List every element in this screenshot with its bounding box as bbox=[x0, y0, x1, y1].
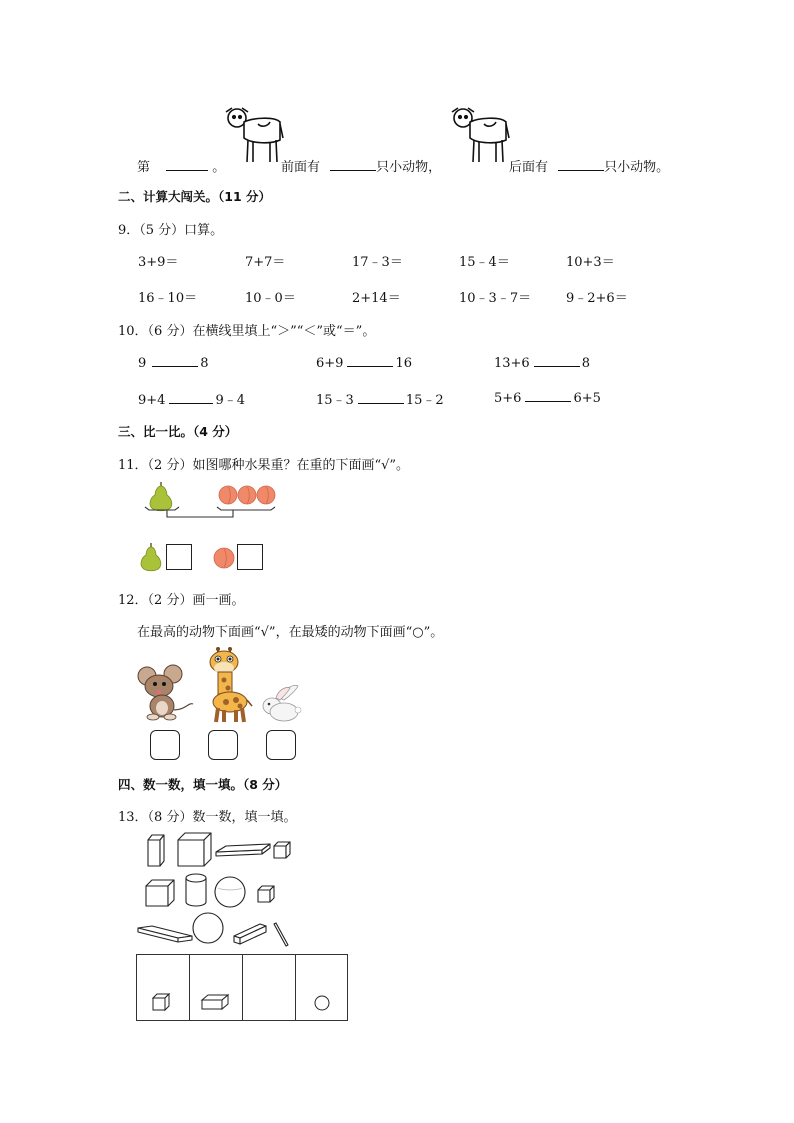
giraffe-icon bbox=[204, 648, 254, 724]
thin-cylinder-icon bbox=[274, 923, 288, 946]
q13-title: 13．（8 分）数一数，填一填。 bbox=[118, 810, 297, 825]
peach-answer-box[interactable] bbox=[237, 544, 263, 570]
pear-small-icon bbox=[139, 542, 163, 572]
q10-blank-1[interactable] bbox=[152, 354, 198, 367]
rabbit-icon bbox=[258, 684, 302, 722]
pear-icon bbox=[150, 482, 172, 511]
q8-blank-3[interactable] bbox=[558, 158, 604, 171]
peach-icon-1 bbox=[219, 486, 237, 504]
q11-title: 11．（2 分）如图哪种水果重？在重的下面画“√”。 bbox=[118, 458, 410, 473]
q9-r1-5: 10+3＝ bbox=[566, 255, 615, 270]
q10-item-3: 13+6 8 bbox=[494, 356, 590, 371]
mouse-icon bbox=[137, 664, 195, 720]
table-cell-sphere[interactable] bbox=[296, 955, 348, 1020]
q9-title: 9．（5 分）口算。 bbox=[118, 223, 224, 238]
q9-r2-2: 10﹣0＝ bbox=[245, 291, 296, 306]
medium-cube-icon bbox=[146, 880, 174, 906]
sphere-icon bbox=[215, 877, 245, 907]
q8-text-back: 后面有 只小动物。 bbox=[509, 160, 670, 175]
q12-instruction: 在最高的动物下面画“√”，在最矮的动物下面画“○”。 bbox=[137, 625, 444, 640]
balance-scale-illustration bbox=[143, 480, 278, 522]
table-cell-cylinder[interactable] bbox=[243, 955, 295, 1020]
q9-r1-3: 17﹣3＝ bbox=[352, 255, 403, 270]
section2-heading: 二、计算大闯关。（11 分） bbox=[118, 189, 271, 204]
rabbit-answer-box[interactable] bbox=[266, 730, 296, 760]
q10-item-1: 9 8 bbox=[138, 356, 209, 371]
q10-item-4: 9+4 9﹣4 bbox=[138, 393, 245, 408]
q12-title: 12．（2 分）画一画。 bbox=[118, 593, 245, 608]
large-cube-icon bbox=[178, 833, 211, 866]
giraffe-answer-box[interactable] bbox=[208, 730, 238, 760]
tiny-cube-icon bbox=[258, 886, 274, 902]
long-plank-icon bbox=[138, 926, 192, 942]
section3-heading: 三、比一比。（4 分） bbox=[118, 424, 238, 439]
slanted-cuboid-icon bbox=[234, 924, 266, 944]
pear-answer-box[interactable] bbox=[166, 544, 192, 570]
q8-line bbox=[137, 156, 225, 175]
tall-cuboid-icon bbox=[148, 835, 164, 866]
q10-blank-4[interactable] bbox=[169, 391, 213, 404]
q8-text-front: 前面有 只小动物， bbox=[281, 160, 442, 175]
q10-blank-6[interactable] bbox=[525, 389, 571, 402]
cylinder-icon bbox=[186, 874, 206, 906]
q9-r2-3: 2+14＝ bbox=[352, 291, 401, 306]
q10-blank-2[interactable] bbox=[347, 354, 393, 367]
q8-blank-2[interactable] bbox=[330, 158, 376, 171]
q8-text-1: 第 bbox=[137, 160, 151, 175]
q10-item-2: 6+9 16 bbox=[316, 356, 412, 371]
small-cube-icon bbox=[274, 842, 290, 858]
q10-item-5: 15﹣3 15﹣2 bbox=[316, 393, 444, 408]
q9-r1-4: 15﹣4＝ bbox=[459, 255, 510, 270]
table-cell-cuboid[interactable] bbox=[190, 955, 242, 1020]
table-cell-cube[interactable] bbox=[137, 955, 189, 1020]
q9-r2-1: 16﹣10＝ bbox=[138, 291, 198, 306]
q8-blank-1[interactable] bbox=[166, 158, 208, 171]
section4-heading: 四、数一数，填一填。（8 分） bbox=[118, 777, 288, 792]
q10-title: 10．（6 分）在横线里填上“＞”“＜”或“＝”。 bbox=[118, 324, 376, 339]
q9-r2-4: 10﹣3﹣7＝ bbox=[459, 291, 532, 306]
large-sphere-icon bbox=[193, 913, 223, 943]
cow-icon-1 bbox=[222, 104, 284, 168]
q10-blank-3[interactable] bbox=[534, 354, 580, 367]
q9-r1-1: 3+9＝ bbox=[138, 255, 179, 270]
q8-text-2: 。 bbox=[212, 160, 226, 175]
peach-small-icon bbox=[212, 546, 236, 570]
flat-cuboid-icon bbox=[216, 844, 270, 856]
q10-item-6: 5+6 6+5 bbox=[494, 391, 601, 406]
peach-icon-2 bbox=[238, 486, 256, 504]
q10-blank-5[interactable] bbox=[358, 391, 404, 404]
q9-r1-2: 7+7＝ bbox=[245, 255, 286, 270]
peach-icon-3 bbox=[257, 486, 275, 504]
mouse-answer-box[interactable] bbox=[150, 730, 180, 760]
solid-shapes-illustration bbox=[134, 830, 304, 952]
q9-r2-5: 9﹣2+6＝ bbox=[566, 291, 628, 306]
cow-icon-2 bbox=[448, 104, 510, 168]
